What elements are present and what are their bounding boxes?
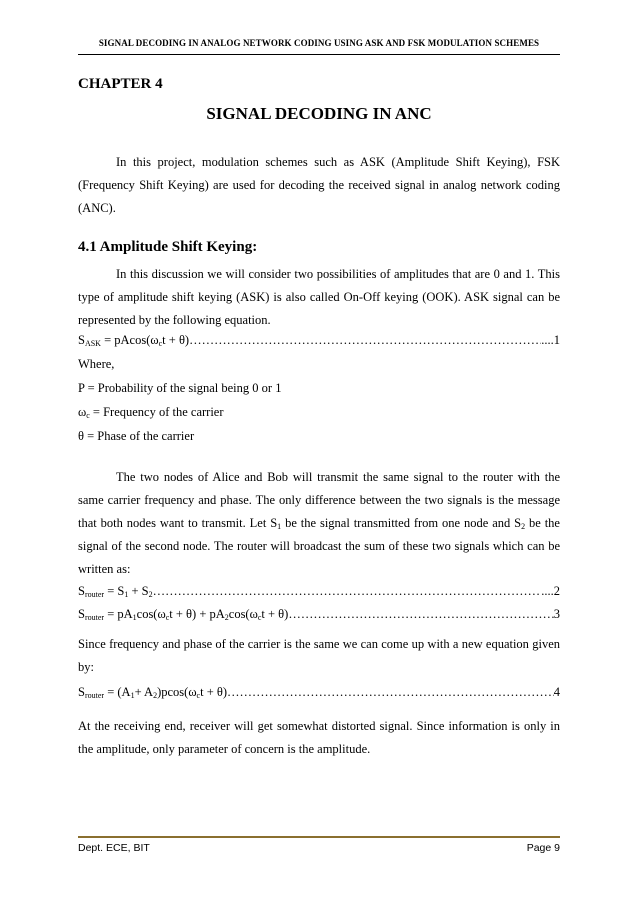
equation-1 <box>78 331 560 349</box>
equation-2-lhs: $S_{router} = S_1 + S_2$ <box>78 584 153 599</box>
footer-page-number: Page 9 <box>526 842 560 854</box>
section-heading: 4.1 Amplitude Shift Keying: <box>78 239 258 255</box>
definition-p: P = Probability of the signal being 0 or 1 <box>78 381 282 395</box>
equation-1-lhs: $S_{ASK} = pAcos(\omega_ct + \theta)$ <box>78 333 190 348</box>
equation-3-number: 3 <box>553 607 560 621</box>
equation-4-number: 4 <box>553 685 560 699</box>
leader-dots <box>288 605 553 623</box>
leader-dots <box>227 683 554 701</box>
header-rule <box>78 54 560 55</box>
receiver-paragraph: At the receiving end, receiver will get somewhat distorted signal. Since information is only in the amplitude, only parameter of concern is the amplitude. <box>78 719 560 756</box>
router-paragraph: The two nodes of Alice and Bob will transmit the same signal to the router with the same carrier frequency and phase. The only difference between the two signals is the message that both nodes want to transmit. Let $S_1$ be the signal transmitted from one node and $S_2$ be the signal of the second node. The router will broadcast the sum of these two signals which can be written as: <box>78 470 560 576</box>
equation-3-lhs: $S_{router} = pA_1\cos(\omega_ct + \theta) + pA_2\cos(\omega_ct + \theta)$ <box>78 607 289 622</box>
equation-1-number: ....1 <box>541 333 560 347</box>
definition-omega: $\omega_c$ = Frequency of the carrier <box>78 405 224 420</box>
footer-rule <box>78 836 560 838</box>
chapter-label: CHAPTER 4 <box>78 76 163 92</box>
running-header: SIGNAL DECODING IN ANALOG NETWORK CODING USING ASK AND FSK MODULATION SCHEMES <box>98 38 540 48</box>
equation-4 <box>78 683 560 701</box>
equation-2-number: ....2 <box>541 584 560 598</box>
carrier-paragraph: Since frequency and phase of the carrier is the same we can come up with a new equation given by: <box>78 637 560 674</box>
equation-4-lhs: $S_{router} = (A_1+ A_2)pcos(\omega_ct + \theta)$ <box>78 685 228 700</box>
intro-paragraph: In this project, modulation schemes such as ASK (Amplitude Shift Keying), FSK (Frequency Shift Keying) are used for decoding the received signal in analog network coding (ANC). <box>78 155 560 215</box>
where-label: Where, <box>78 357 115 371</box>
equation-2 <box>78 582 560 600</box>
footer-department: Dept. ECE, BIT <box>78 842 150 854</box>
leader-dots <box>153 582 542 600</box>
chapter-title: SIGNAL DECODING IN ANC <box>206 104 432 123</box>
ask-paragraph: In this discussion we will consider two possibilities of amplitudes that are 0 and 1. This type of amplitude shift keying (ASK) is also called On-Off keying (OOK). ASK signal can be represented by the following equation. <box>78 267 560 327</box>
definition-theta: θ = Phase of the carrier <box>78 429 195 443</box>
leader-dots <box>189 331 541 349</box>
equation-3 <box>78 605 560 623</box>
